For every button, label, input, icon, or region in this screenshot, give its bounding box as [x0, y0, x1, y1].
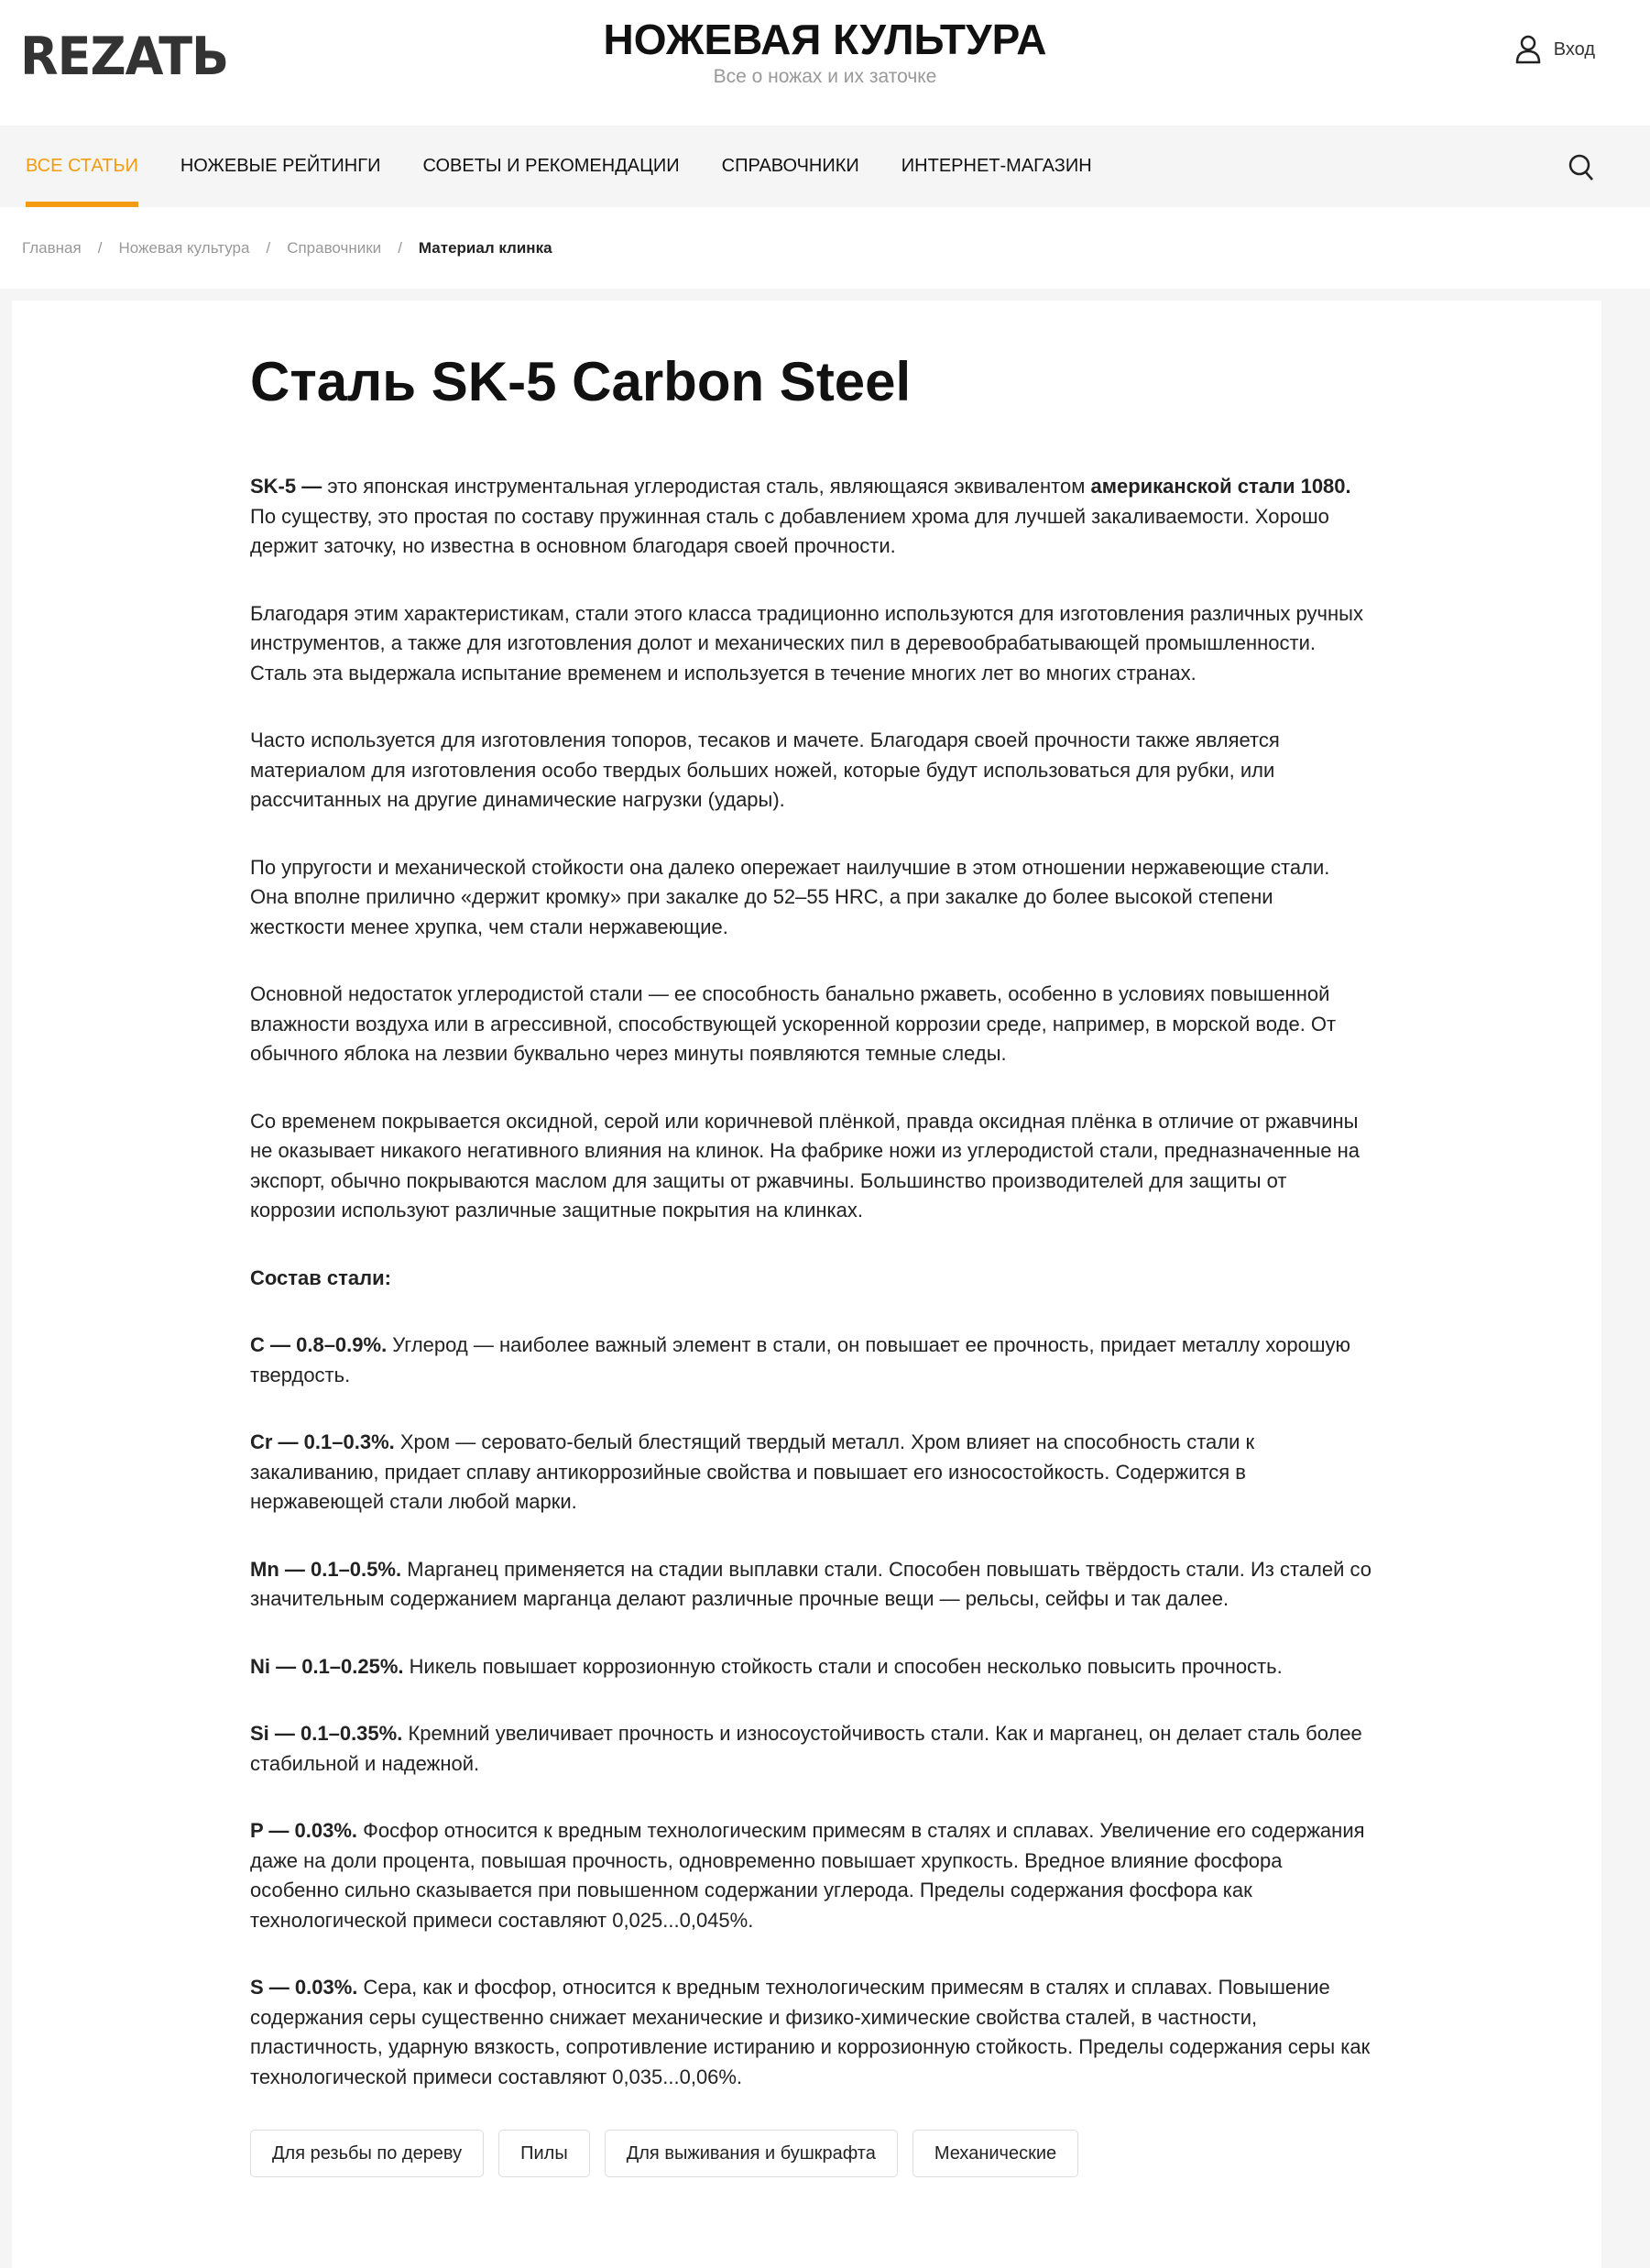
element-label: Cr — 0.1–0.3%.: [250, 1430, 395, 1453]
element-label: S — 0.03%.: [250, 1976, 358, 1999]
paragraph: По упругости и механической стойкости она далеко опережает наилучшие в этом отношении нержавеющие стали. Она вполне прилично «держит кромку» при закалке до 52–55 HRC, а при закалке до более высокой степени жесткости менее хрупка, чем стали нержавеющие.: [250, 855, 1330, 938]
breadcrumb-references[interactable]: Справочники: [287, 238, 382, 257]
element-text: Фосфор относится к вредным технологическим примесям в сталях и сплавах. Увеличение его содержания даже на доли процента, повышая прочность, одновременно повышает хрупкость. Вредное влияние фосфора особенно сильно сказывается при повышенном содержании углерода. Пределы содержания фосфора как технологической примеси составляют 0,025...0,045%.: [250, 1819, 1365, 1932]
nav-shop[interactable]: ИНТЕРНЕТ-МАГАЗИН: [901, 156, 1092, 176]
tag-mechanical[interactable]: Механические: [912, 2130, 1078, 2177]
paragraph-intro: [250, 472, 1372, 562]
composition-heading: [250, 1264, 1372, 1294]
tag-wood-carving[interactable]: Для резьбы по дереву: [250, 2130, 484, 2177]
site-header: [0, 0, 1650, 126]
element-label: P — 0.03%.: [250, 1819, 357, 1842]
element-item: [250, 1652, 1372, 1682]
element-text: Никель повышает коррозионную стойкость стали и способен несколько повысить прочность.: [403, 1654, 1283, 1678]
breadcrumb-current: Материал клинка: [418, 238, 552, 257]
breadcrumb-separator: /: [97, 238, 103, 257]
breadcrumb: [0, 207, 1650, 289]
article-content: [250, 350, 1372, 2177]
element-item: [250, 1331, 1372, 1390]
element-text: Марганец применяется на стадии выплавки стали. Способен повышать твёрдость стали. Из сталей со значительным содержанием марганца делают различные прочные вещи — рельсы, сейфы и так далее.: [250, 1557, 1371, 1610]
site-title: НОЖЕВАЯ КУЛЬТУРА: [603, 16, 1047, 63]
article-title: Сталь SK-5 Carbon Steel: [250, 351, 912, 412]
tag-survival-bushcraft[interactable]: Для выживания и бушкрафта: [605, 2130, 898, 2177]
element-text: Сера, как и фосфор, относится к вредным технологическим примесям в сталях и сплавах. Повышение содержания серы существенно снижает механические и физико-химические свойства сталей, в частности, пластичность, ударную вязкость, сопротивление истиранию и коррозионную стойкость. Пределы содержания серы как технологической примеси составляют 0,035...0,06%.: [250, 1976, 1371, 2088]
element-item: [250, 1816, 1372, 1935]
site-logo[interactable]: REZATЬ: [20, 26, 229, 87]
site-subtitle: Все о ножах и их заточке: [713, 66, 937, 87]
login-label: Вход: [1553, 38, 1595, 60]
element-item: [250, 1973, 1372, 2092]
tag-list: [250, 2130, 1372, 2177]
element-item: [250, 1719, 1372, 1779]
paragraph: Часто используется для изготовления топоров, тесаков и мачете. Благодаря своей прочности также является материалом для изготовления особо твердых больших ножей, которые будут использоваться для рубки, или рассчитанных на другие динамические нагрузки (удары).: [250, 729, 1280, 811]
paragraph: Со временем покрывается оксидной, серой или коричневой плёнкой, правда оксидная плёнка в отличие от ржавчины не оказывает никакого негативного влияния на клинок. На фабрике ножи из углеродистой стали, предназначенные на экспорт, обычно покрываются маслом для защиты от ржавчины. Большинство производителей для защиты от коррозии используют различные защитные покрытия на клинках.: [250, 1109, 1360, 1222]
tag-saws[interactable]: Пилы: [498, 2130, 590, 2177]
breadcrumb-knife-culture[interactable]: Ножевая культура: [118, 238, 250, 257]
element-item: [250, 1428, 1372, 1517]
breadcrumb-separator: /: [398, 238, 402, 257]
composition-heading-text: Состав стали:: [250, 1265, 391, 1289]
element-text: Кремний увеличивает прочность и износоустойчивость стали. Как и марганец, он делает сталь более стабильной и надежной.: [250, 1722, 1362, 1775]
breadcrumb-separator: /: [266, 238, 271, 257]
text: это японская инструментальная углеродистая сталь, являющаяся эквивалентом: [322, 475, 1091, 498]
article-card: [12, 301, 1601, 2268]
element-label: Mn — 0.1–0.5%.: [250, 1557, 402, 1581]
element-label: C — 0.8–0.9%.: [250, 1333, 388, 1356]
main-nav: [0, 126, 1650, 207]
element-text: Углерод — наиболее важный элемент в стали, он повышает ее прочность, придает металлу хорошую твердость.: [250, 1333, 1350, 1386]
nav-all-articles[interactable]: ВСЕ СТАТЬИ: [26, 126, 138, 207]
bold-text: SK-5 —: [250, 475, 322, 498]
nav-ratings[interactable]: НОЖЕВЫЕ РЕЙТИНГИ: [180, 156, 381, 176]
search-icon[interactable]: [1568, 153, 1595, 182]
paragraph: Основной недостаток углеродистой стали — ее способность банально ржаветь, особенно в условиях повышенной влажности воздуха или в агрессивной, способствующей ускоренной коррозии среде, например, в морской воде. От обычного яблока на лезвии буквально через минуты появляются темные следы.: [250, 982, 1337, 1065]
text: По существу, это простая по составу пружинная сталь с добавлением хрома для лучшей закаливаемости. Хорошо держит заточку, но известна в основном благодаря своей прочности.: [250, 504, 1329, 557]
element-text: Хром — серовато-белый блестящий твердый металл. Хром влияет на способность стали к закаливанию, придает сплаву антикоррозийные свойства и повышает его износостойкость. Содержится в нержавеющей стали любой марки.: [250, 1430, 1255, 1513]
login-button[interactable]: [1515, 35, 1595, 64]
nav-references[interactable]: СПРАВОЧНИКИ: [721, 156, 859, 176]
breadcrumb-home[interactable]: Главная: [22, 238, 82, 257]
paragraph: Благодаря этим характеристикам, стали этого класса традиционно используются для изготовления различных ручных инструментов, а также для изготовления долот и механических пил в деревообрабатывающей промышленности. Сталь эта выдержала испытание временем и используется в течение многих лет во многих странах.: [250, 601, 1363, 685]
element-item: [250, 1555, 1372, 1615]
user-icon: [1515, 35, 1541, 64]
nav-tips[interactable]: СОВЕТЫ И РЕКОМЕНДАЦИИ: [422, 156, 680, 176]
bold-text: американской стали 1080.: [1090, 475, 1351, 498]
element-label: Si — 0.1–0.35%.: [250, 1722, 403, 1745]
element-label: Ni — 0.1–0.25%.: [250, 1654, 404, 1678]
